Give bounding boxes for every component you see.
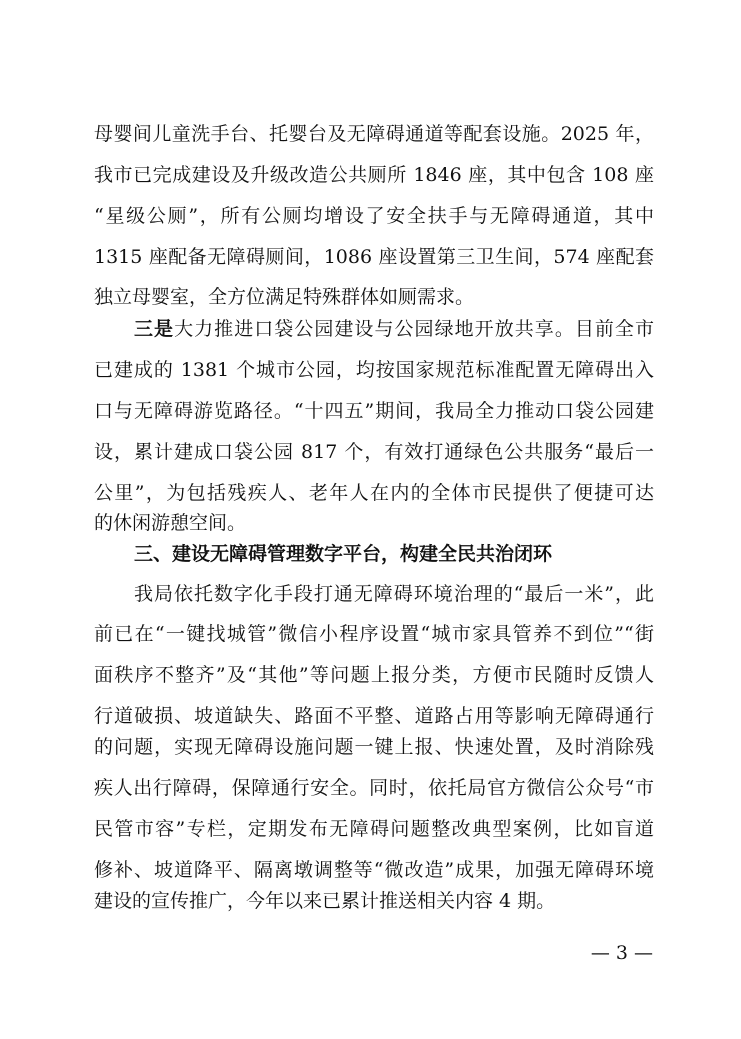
paragraph3-line-4: 行道破损、坡道缺失、路面不平整、道路占用等影响无障碍通行 — [94, 705, 654, 727]
paragraph1-line-4: 1315 座配备无障碍厕间，1086 座设置第三卫生间，574 座配套 — [94, 246, 654, 268]
paragraph2-line-5: 公里”，为包括残疾人、老年人在内的全体市民提供了便捷可达 — [94, 482, 654, 504]
paragraph3-line-8: 修补、坡道降平、隔离墩调整等“微改造”成果，加强无障碍环境 — [94, 859, 654, 881]
paragraph2-line-4: 设，累计建成口袋公园 817 个，有效打通绿色公共服务“最后一 — [94, 441, 654, 463]
paragraph1-line-1: 母婴间儿童洗手台、托婴台及无障碍通道等配套设施。2025 年， — [94, 123, 654, 145]
paragraph3-line-6: 疾人出行障碍，保障通行安全。同时，依托局官方微信公众号“市 — [94, 777, 654, 799]
section-heading: 三、建设无障碍管理数字平台，构建全民共治闭环 — [134, 543, 553, 565]
paragraph3-line-9: 建设的宣传推广，今年以来已累计推送相关内容 4 期。 — [94, 890, 556, 912]
paragraph1-line-2: 我市已完成建设及升级改造公共厕所 1846 座，其中包含 108 座 — [94, 164, 654, 186]
paragraph2-lead: 三是 — [134, 318, 175, 340]
paragraph3-line-5: 的问题，实现无障碍设施问题一键上报、快速处置，及时消除残 — [94, 736, 654, 758]
paragraph3-line-2: 前已在“一键找城管”微信小程序设置“城市家具管养不到位”“街 — [94, 623, 654, 645]
paragraph2-line-6: 的休闲游憩空间。 — [94, 512, 247, 534]
page-number: — 3 — — [590, 942, 653, 964]
paragraph3-line-3: 面秩序不整齐”及“其他”等问题上报分类，方便市民随时反馈人 — [94, 664, 654, 686]
paragraph3-line-7: 民管市容”专栏，定期发布无障碍问题整改典型案例，比如盲道 — [94, 818, 654, 840]
paragraph2-first-line — [134, 316, 654, 342]
paragraph2-first-line-text: 大力推进口袋公园建设与公园绿地开放共享。目前全市 — [174, 318, 654, 340]
paragraph1-line-3: “星级公厕”，所有公厕均增设了安全扶手与无障碍通道，其中 — [94, 205, 654, 227]
paragraph1-line-5: 独立母婴室，全方位满足特殊群体如厕需求。 — [94, 286, 475, 308]
paragraph2-line-3: 口与无障碍游览路径。“十四五”期间，我局全力推动口袋公园建 — [94, 400, 654, 422]
paragraph2-line-2: 已建成的 1381 个城市公园，均按国家规范标准配置无障碍出入 — [94, 359, 654, 381]
paragraph3-first-line: 我局依托数字化手段打通无障碍环境治理的“最后一米”，此 — [134, 583, 654, 605]
